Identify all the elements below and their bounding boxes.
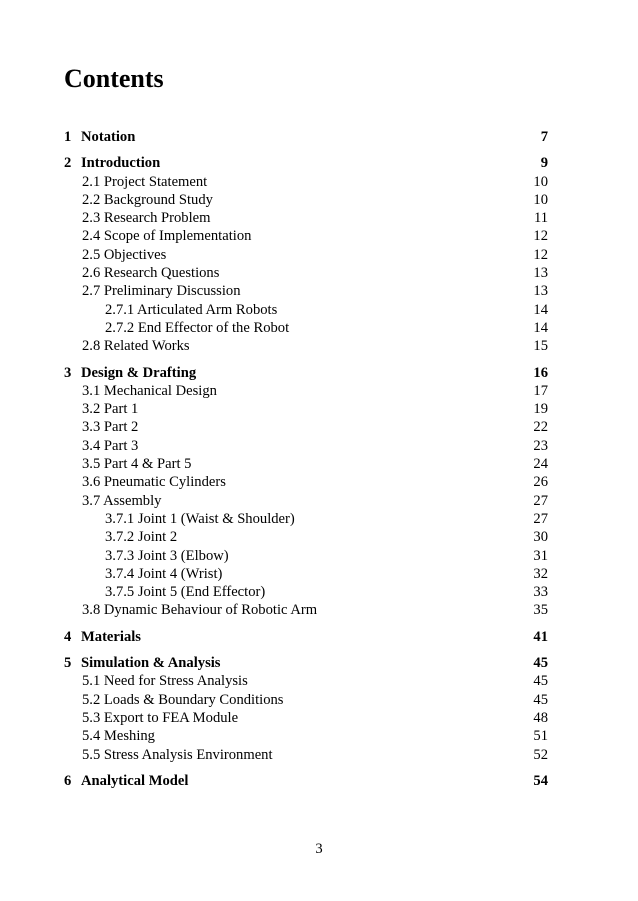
entry-title: 3.7.2 Joint 2: [105, 529, 178, 546]
entry-title: 5.4 Meshing: [82, 728, 155, 745]
toc-section-row[interactable]: [64, 709, 548, 727]
entry-title: 2.5 Objectives: [82, 246, 167, 263]
entry-page: 27: [533, 492, 548, 509]
toc-section-row[interactable]: [64, 691, 548, 709]
entry-title: 3.7.4 Joint 4 (Wrist): [105, 565, 223, 582]
entry-title: 2.6 Research Questions: [82, 265, 220, 282]
toc-chapter: [64, 628, 548, 646]
table-of-contents: [64, 128, 548, 798]
toc-chapter-row[interactable]: [64, 654, 548, 672]
entry-page: 22: [533, 419, 548, 436]
entry-title: 2.7 Preliminary Discussion: [82, 283, 241, 300]
chapter-number: 2: [64, 155, 72, 172]
toc-section-row[interactable]: [64, 191, 548, 209]
chapter-title: Analytical Model: [81, 772, 189, 789]
chapter-page: 7: [540, 129, 548, 145]
toc-chapter: [64, 772, 548, 790]
chapter-number: 1: [64, 129, 72, 145]
entry-page: 26: [533, 474, 548, 491]
entry-title: 2.7.1 Articulated Arm Robots: [105, 301, 278, 318]
toc-chapter-row[interactable]: [64, 154, 548, 172]
chapter-page: 54: [533, 772, 548, 789]
toc-chapter: [64, 364, 548, 620]
entry-page: 27: [533, 510, 548, 527]
entry-title: 5.2 Loads & Boundary Conditions: [82, 691, 284, 708]
toc-section-row[interactable]: [64, 473, 548, 491]
toc-section-row[interactable]: [64, 246, 548, 264]
chapter-number: 5: [64, 655, 72, 672]
entry-page: 33: [533, 584, 548, 601]
toc-section-row[interactable]: [64, 672, 548, 690]
entry-title: 3.5 Part 4 & Part 5: [82, 456, 192, 473]
chapter-title: Simulation & Analysis: [81, 655, 221, 672]
toc-subsubsection-row[interactable]: [64, 583, 548, 601]
toc-section-row[interactable]: [64, 492, 548, 510]
chapter-title: Design & Drafting: [81, 364, 197, 381]
entry-page: 45: [533, 673, 548, 690]
entry-page: 30: [533, 529, 548, 546]
toc-section-row[interactable]: [64, 282, 548, 300]
toc-section-row[interactable]: [64, 337, 548, 355]
toc-section-row[interactable]: [64, 209, 548, 227]
entry-page: 15: [533, 338, 548, 355]
entry-title: 3.7.5 Joint 5 (End Effector): [105, 584, 266, 601]
entry-title: 5.1 Need for Stress Analysis: [82, 673, 248, 690]
toc-section-row[interactable]: [64, 227, 548, 245]
toc-subsubsection-row[interactable]: [64, 510, 548, 528]
contents-heading: Contents: [64, 64, 164, 93]
entry-title: 2.4 Scope of Implementation: [82, 228, 252, 245]
entry-title: 5.3 Export to FEA Module: [82, 709, 239, 726]
toc-subsubsection-row[interactable]: [64, 319, 548, 337]
entry-page: 32: [533, 565, 548, 582]
toc-subsubsection-row[interactable]: [64, 547, 548, 565]
entry-title: 2.3 Research Problem: [82, 210, 211, 227]
chapter-title: Notation: [81, 129, 136, 145]
chapter-page: 45: [533, 655, 548, 672]
entry-title: 2.1 Project Statement: [82, 173, 208, 190]
chapter-page: 9: [540, 155, 548, 172]
entry-page: 35: [533, 602, 548, 619]
toc-chapter: [64, 654, 548, 764]
entry-title: 3.7.1 Joint 1 (Waist & Shoulder): [105, 510, 295, 527]
toc-section-row[interactable]: [64, 601, 548, 619]
entry-page: 10: [533, 173, 548, 190]
chapter-page: 16: [533, 364, 548, 381]
toc-section-row[interactable]: [64, 173, 548, 191]
entry-title: 3.1 Mechanical Design: [82, 382, 217, 399]
page-number: 3: [315, 841, 323, 857]
entry-page: 12: [533, 246, 548, 263]
toc-section-row[interactable]: [64, 264, 548, 282]
entry-page: 13: [533, 283, 548, 300]
entry-page: 52: [533, 746, 548, 763]
entry-page: 31: [533, 547, 548, 564]
chapter-title: Materials: [81, 628, 141, 645]
toc-subsubsection-row[interactable]: [64, 528, 548, 546]
chapter-title: Introduction: [81, 155, 161, 172]
entry-title: 3.4 Part 3: [82, 437, 139, 454]
entry-page: 19: [533, 401, 548, 418]
entry-page: 17: [533, 382, 548, 399]
entry-title: 3.3 Part 2: [82, 419, 139, 436]
chapter-number: 3: [64, 364, 72, 381]
toc-subsubsection-row[interactable]: [64, 565, 548, 583]
chapter-number: 6: [64, 772, 72, 789]
entry-title: 3.6 Pneumatic Cylinders: [82, 474, 226, 491]
entry-title: 2.8 Related Works: [82, 338, 190, 355]
toc-chapter-row[interactable]: [64, 128, 548, 146]
toc-section-row[interactable]: [64, 746, 548, 764]
toc-section-row[interactable]: [64, 400, 548, 418]
entry-page: 14: [533, 319, 548, 336]
toc-chapter: [64, 154, 548, 355]
entry-page: 12: [533, 228, 548, 245]
entry-page: 51: [533, 728, 548, 745]
entry-page: 48: [533, 709, 548, 726]
entry-title: 3.8 Dynamic Behaviour of Robotic Arm: [82, 602, 318, 619]
entry-page: 23: [533, 437, 548, 454]
chapter-number: 4: [64, 628, 72, 645]
entry-title: 2.7.2 End Effector of the Robot: [105, 319, 290, 336]
entry-title: 5.5 Stress Analysis Environment: [82, 746, 273, 763]
toc-section-row[interactable]: [64, 418, 548, 436]
entry-page: 11: [533, 210, 548, 227]
entry-title: 3.7.3 Joint 3 (Elbow): [105, 547, 229, 564]
entry-page: 13: [533, 265, 548, 282]
toc-section-row[interactable]: [64, 727, 548, 745]
entry-title: 3.7 Assembly: [82, 492, 162, 509]
entry-page: 24: [533, 456, 548, 473]
entry-page: 10: [533, 191, 548, 208]
chapter-page: 41: [533, 628, 548, 645]
toc-subsubsection-row[interactable]: [64, 301, 548, 319]
toc-chapter-row[interactable]: [64, 364, 548, 382]
entry-page: 45: [533, 691, 548, 708]
toc-section-row[interactable]: [64, 382, 548, 400]
toc-chapter-row[interactable]: [64, 772, 548, 790]
entry-title: 2.2 Background Study: [82, 191, 213, 208]
toc-chapter-row[interactable]: [64, 628, 548, 646]
entry-page: 14: [533, 301, 548, 318]
toc-section-row[interactable]: [64, 455, 548, 473]
toc-chapter: [64, 128, 548, 146]
toc-section-row[interactable]: [64, 437, 548, 455]
entry-title: 3.2 Part 1: [82, 401, 139, 418]
